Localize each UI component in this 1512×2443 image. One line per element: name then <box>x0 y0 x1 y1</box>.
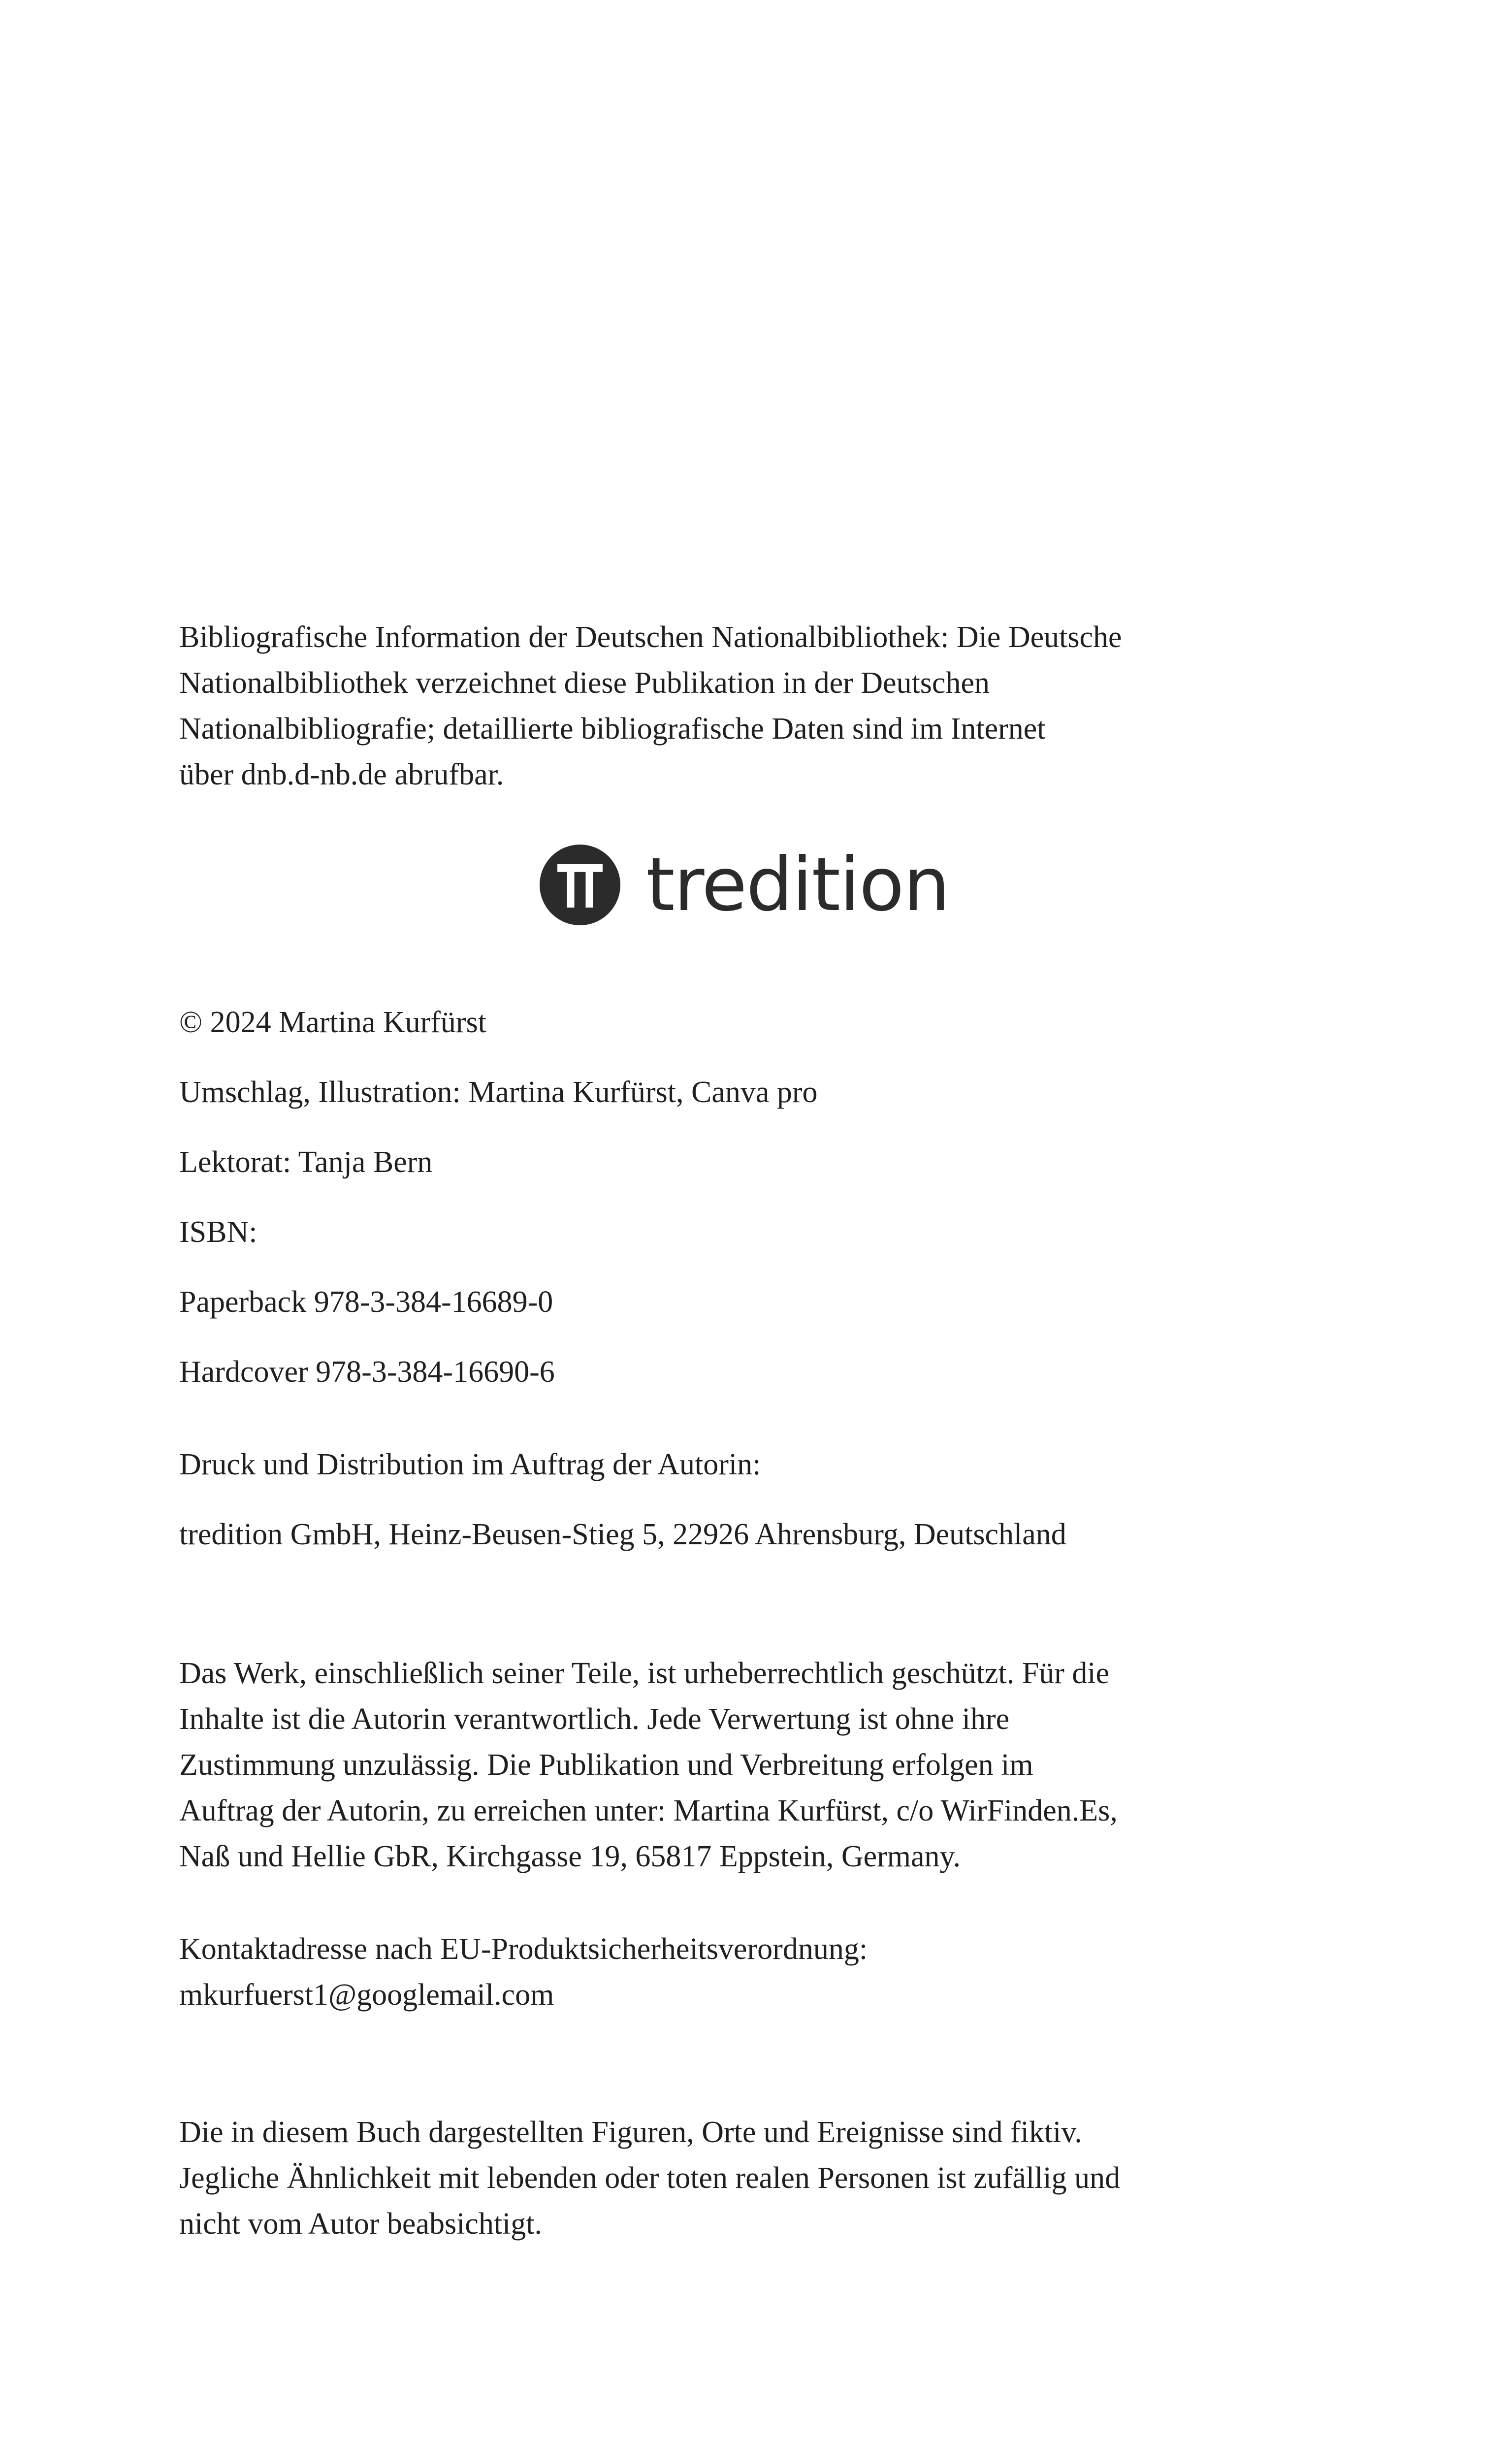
editing-credit: Lektorat: Tanja Bern <box>179 1145 433 1179</box>
cover-credit: Umschlag, Illustration: Martina Kurfürst, Canva pro <box>179 1075 818 1109</box>
isbn-label: ISBN: <box>179 1215 257 1249</box>
publisher-wordmark: tredition <box>646 842 949 928</box>
tredition-logo-icon <box>540 845 620 925</box>
rights-line: Inhalte ist die Autorin verantwortlich. Jede Verwertung ist ohne ihre <box>179 1702 1010 1736</box>
isbn-hardcover: Hardcover 978-3-384-16690-6 <box>179 1355 555 1389</box>
rights-line: Das Werk, einschließlich seiner Teile, ist urheberrechtlich geschützt. Für die <box>179 1657 1110 1690</box>
contact-info <box>179 1926 1351 2018</box>
rights-notice <box>179 1651 1351 1880</box>
printing-label: Druck und Distribution im Auftrag der Autorin: <box>179 1448 761 1481</box>
contact-email: mkurfuerst1@googlemail.com <box>179 1978 554 2012</box>
copyright-line: © 2024 Martina Kurfürst <box>179 1006 486 1039</box>
bibliographic-line: Bibliografische Information der Deutschen Nationalbibliothek: Die Deutsche <box>179 620 1122 654</box>
bibliographic-line: über dnb.d-nb.de abrufbar. <box>179 758 504 791</box>
isbn-paperback: Paperback 978-3-384-16689-0 <box>179 1285 553 1319</box>
contact-label: Kontaktadresse nach EU-Produktsicherheitsverordnung: <box>179 1932 868 1966</box>
rights-line: Naß und Hellie GbR, Kirchgasse 19, 65817 Eppstein, Germany. <box>179 1840 961 1873</box>
bibliographic-info <box>179 615 1351 798</box>
publisher-logo <box>540 843 949 927</box>
fiction-disclaimer <box>179 2110 1351 2247</box>
printing-address: tredition GmbH, Heinz-Beusen-Stieg 5, 22926 Ahrensburg, Deutschland <box>179 1518 1066 1551</box>
disclaimer-line: Die in diesem Buch dargestellten Figuren, Orte und Ereignisse sind fiktiv. <box>179 2116 1082 2149</box>
disclaimer-line: Jegliche Ähnlichkeit mit lebenden oder toten realen Personen ist zufällig und <box>179 2161 1121 2195</box>
rights-line: Auftrag der Autorin, zu erreichen unter: Martina Kurfürst, c/o WirFinden.Es, <box>179 1794 1118 1827</box>
bibliographic-line: Nationalbibliografie; detaillierte bibliografische Daten sind im Internet <box>179 712 1046 746</box>
rights-line: Zustimmung unzulässig. Die Publikation und Verbreitung erfolgen im <box>179 1748 1033 1782</box>
disclaimer-line: nicht vom Autor beabsichtigt. <box>179 2207 543 2241</box>
bibliographic-line: Nationalbibliothek verzeichnet diese Publikation in der Deutschen <box>179 666 990 700</box>
